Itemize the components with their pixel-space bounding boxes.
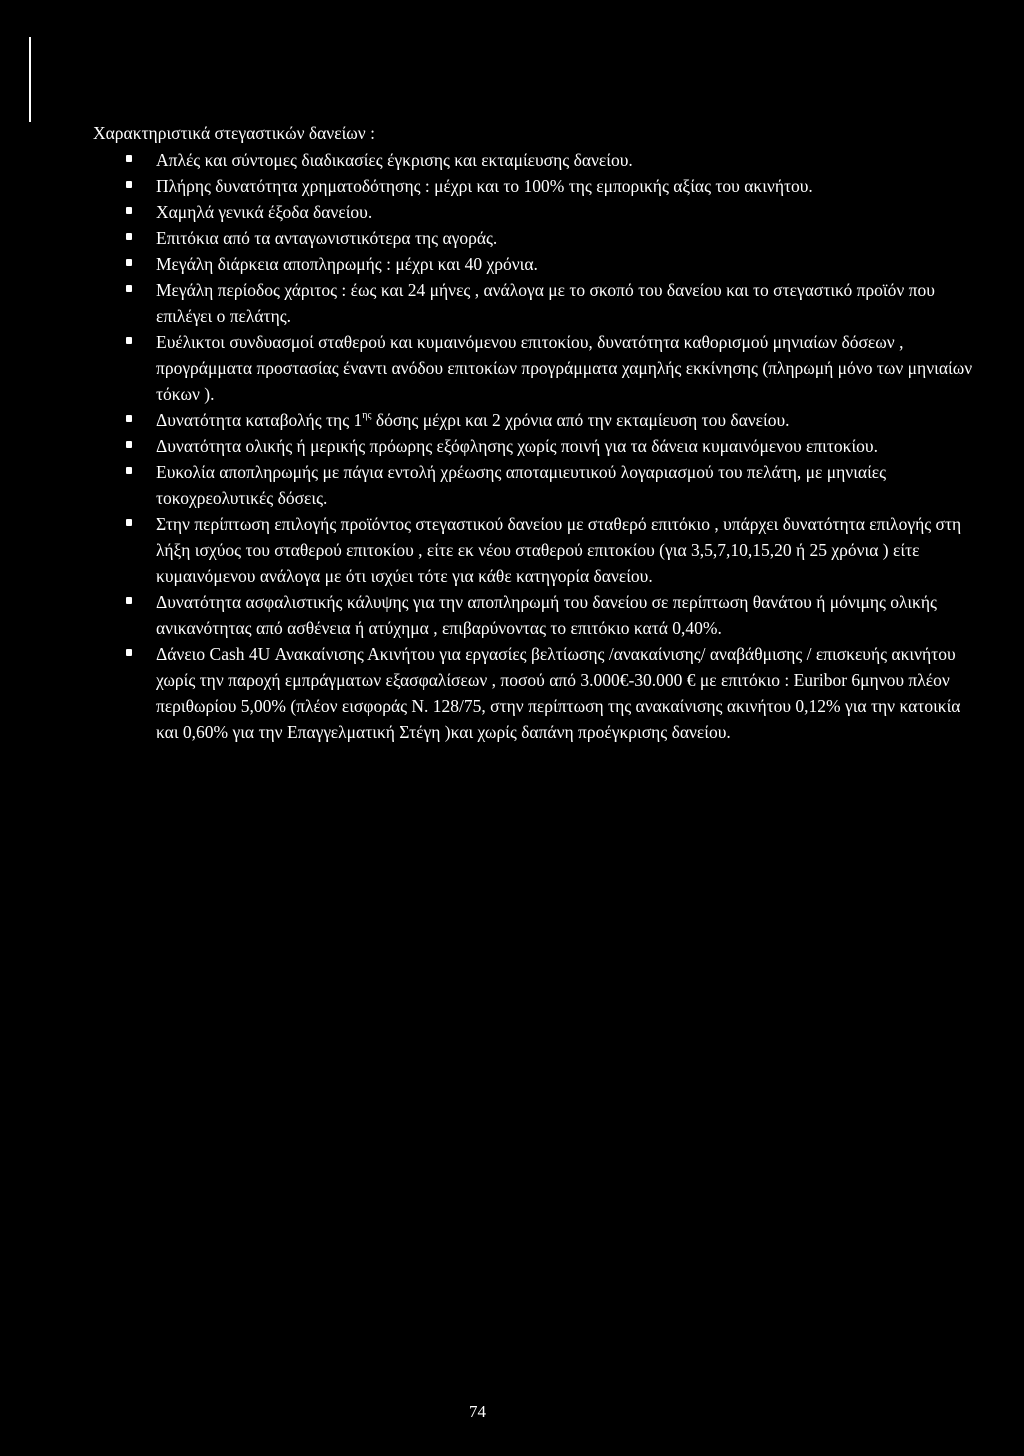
bullet-icon [126, 649, 132, 656]
list-item [93, 173, 973, 199]
item-text: Δυνατότητα ασφαλιστικής κάλυψης για την αποπληρωμή του δανείου σε περίπτωση θανάτου ή μόνιμης ολικής ανικανότητας από ασθένεια ή ατύχημα , επιβαρύνοντας το επιτόκιο κατά 0,40%. [156, 592, 937, 638]
list-item [93, 225, 973, 251]
loan-features-list [93, 147, 973, 745]
list-item [93, 589, 973, 641]
bullet-icon [126, 233, 132, 240]
bullet-icon [126, 337, 132, 344]
bullet-icon [126, 181, 132, 188]
item-text: Δάνειο Cash 4U Ανακαίνισης Ακινήτου για εργασίες βελτίωσης /ανακαίνισης/ αναβάθμισης / επισκευής ακινήτου χωρίς την παροχή εμπράγματων εξασφαλίσεων , ποσού από 3.000€-30.000 € με επιτόκιο : Euribor 6μηνου πλέον περιθωρίου 5,00% (πλέον εισφοράς Ν. 128/75, στην περίπτωση της ανακαίνισης ακινήτου 0,12% για την κατοικία και 0,60% για την Επαγγελματική Στέγη )και χωρίς δαπάνη προέγκρισης δανείου. [156, 644, 961, 742]
ordinal-superscript: ης [362, 410, 372, 421]
list-item [93, 277, 973, 329]
section-heading: Χαρακτηριστικά στεγαστικών δανείων : [93, 123, 375, 143]
item-text: Επιτόκια από τα ανταγωνιστικότερα της αγοράς. [156, 228, 498, 248]
item-text: Ευκολία αποπληρωμής με πάγια εντολή χρέωσης αποταμιευτικού λογαριασμού του πελάτη, με μηνιαίες τοκοχρεολυτικές δόσεις. [156, 462, 887, 508]
page-number: 74 [469, 1402, 486, 1421]
bullet-icon [126, 415, 132, 422]
item-text: Μεγάλη περίοδος χάριτος : έως και 24 μήνες , ανάλογα με το σκοπό του δανείου και το στεγαστικό προϊόν που επιλέγει ο πελάτης. [156, 280, 935, 326]
document-body [93, 120, 973, 745]
bullet-icon [126, 155, 132, 162]
list-item [93, 329, 973, 407]
bullet-icon [126, 285, 132, 292]
list-item [93, 459, 973, 511]
list-item [93, 433, 973, 459]
item-text-before: Δυνατότητα καταβολής της 1 [156, 410, 363, 430]
corner-mark-line [29, 37, 31, 122]
bullet-icon [126, 597, 132, 604]
bullet-icon [126, 467, 132, 474]
bullet-icon [126, 207, 132, 214]
list-item [93, 407, 973, 433]
list-item [93, 251, 973, 277]
item-text-after: δόσης μέχρι και 2 χρόνια από την εκταμίευση του δανείου. [371, 410, 790, 430]
item-text: Ευέλικτοι συνδυασμοί σταθερού και κυμαινόμενου επιτοκίου, δυνατότητα καθορισμού μηνιαίων δόσεων , προγράμματα προστασίας έναντι ανόδου επιτοκίων προγράμματα χαμηλής εκκίνησης (πληρωμή μόνο των μηνιαίων τόκων ). [156, 332, 973, 404]
list-item [93, 147, 973, 173]
list-item [93, 199, 973, 225]
item-text: Δυνατότητα ολικής ή μερικής πρόωρης εξόφλησης χωρίς ποινή για τα δάνεια κυμαινόμενου επιτοκίου. [156, 436, 878, 456]
bullet-icon [126, 519, 132, 526]
item-text: Χαμηλά γενικά έξοδα δανείου. [156, 202, 373, 222]
item-text: Πλήρης δυνατότητα χρηματοδότησης : μέχρι και το 100% της εμπορικής αξίας του ακινήτου. [156, 176, 813, 196]
list-item [93, 511, 973, 589]
item-text: Απλές και σύντομες διαδικασίες έγκρισης και εκταμίευσης δανείου. [156, 150, 633, 170]
bullet-icon [126, 441, 132, 448]
item-text: Μεγάλη διάρκεια αποπληρωμής : μέχρι και 40 χρόνια. [156, 254, 538, 274]
list-item [93, 641, 973, 745]
item-text: Στην περίπτωση επιλογής προϊόντος στεγαστικού δανείου με σταθερό επιτόκιο , υπάρχει δυνατότητα επιλογής στη λήξη ισχύος του σταθερού επιτοκίου , είτε εκ νέου σταθερού επιτοκίου (για 3,5,7,10,15,20 ή 25 χρόνια ) είτε κυμαινόμενου ανάλογα με ότι ισχύει τότε για κάθε κατηγορία δανείου. [156, 514, 962, 586]
bullet-icon [126, 259, 132, 266]
